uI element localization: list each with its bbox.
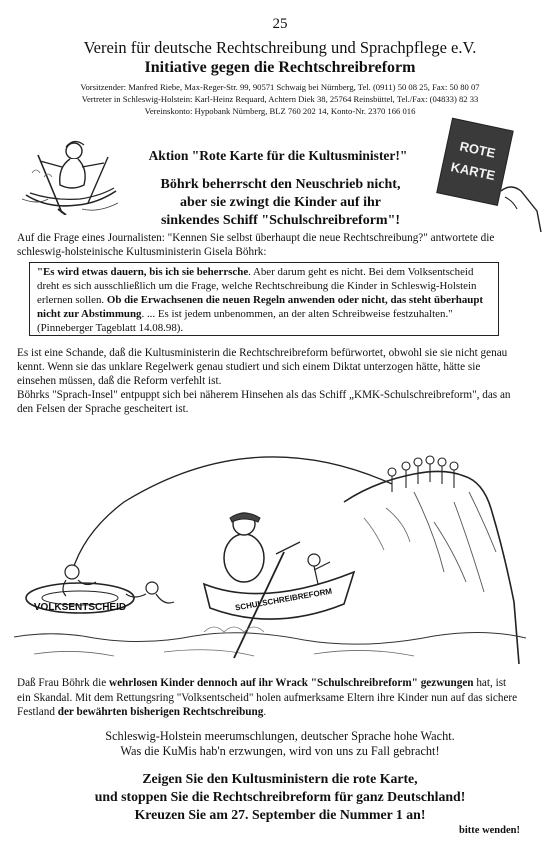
red-card-illustration: [425, 117, 543, 232]
people-on-cliff: [388, 456, 458, 492]
quote-text-2: . ... Es ist jedem unbenommen, an der alten Schreibweise festzuhalten." (Pinneberger Tageblatt 14.08.98).: [37, 308, 453, 334]
quote-bold-1: "Es wird etwas dauern, bis ich sie beherrsche: [37, 266, 249, 278]
closing-text-1: Daß Frau Böhrk die: [17, 677, 109, 689]
quote-bold-2: Ob die Erwachsenen die neuen Regeln anwenden oder nicht, das steht überhaupt nicht zur Abstimmung: [37, 294, 484, 320]
headline-line-3: sinkendes Schiff "Schulschreibreform"!: [160, 213, 401, 228]
call-to-action-1: Zeigen Sie den Kultusministern die rote Karte,: [142, 771, 418, 786]
organization-subtitle: Initiative gegen die Rechtschreibreform: [144, 59, 416, 76]
shipwreck-cartoon: [14, 432, 526, 664]
turn-over-note: bitte wenden!: [459, 825, 520, 836]
call-to-action-2: und stoppen Sie die Rechtschreibreform für ganz Deutschland!: [94, 789, 466, 804]
quote-box: [29, 262, 499, 336]
paragraph-language-island: Böhrks "Sprach-Insel" entpuppt sich bei näherem Hinsehen als das Schiff „KMK-Schulschreibreform", das an den Felsen der Sprache gescheitert ist.: [17, 389, 511, 415]
quote-text-1: . Aber darum geht es nicht. Bei dem Volksentscheid dreht es sich ausschließlich um die Frage, welche Rechtschreibung die Kinder in Schleswig-Holstein erlernen sollen.: [37, 266, 477, 306]
contact-representative: Vertreter in Schleswig-Holstein: Karl-Heinz Requard, Achtern Diek 38, 25764 Reinsbüttel, Tel./Fax: (04833) 82 33: [81, 94, 479, 104]
organization-name: Verein für deutsche Rechtschreibung und Sprachpflege e.V.: [83, 38, 477, 57]
motto-line-2: Was die KuMis hab'n erzwungen, wird von uns zu Fall gebracht!: [120, 744, 440, 758]
paragraph-shame: Es ist eine Schande, daß die Kultusministerin die Rechtschreibreform befürwortet, obwohl sie sie nicht genau kennt. Wenn sie das unklare Regelwerk genau studiert und sich einem Diktat unterzogen hätte, hätte sie einsehen müssen, daß die Reform verfehlt ist.: [17, 347, 508, 387]
life-ring-label: VOLKSENTSCHEID: [33, 602, 127, 613]
motto-line-1: Schleswig-Holstein meerumschlungen, deutscher Sprache hohe Wacht.: [105, 729, 455, 743]
closing-bold-2: der bewährten bisherigen Rechtschreibung: [57, 706, 264, 718]
closing-paragraph: [17, 676, 522, 720]
intro-paragraph: Auf die Frage eines Journalisten: "Kennen Sie selbst überhaupt die neue Rechtschreibung?" antwortete die schleswig-holsteinische Kultusministerin Gisela Böhrk:: [17, 232, 495, 258]
closing-bold-1: wehrlosen Kinder dennoch auf ihr Wrack "Schulschreibreform" gezwungen: [108, 677, 474, 689]
rower-illustration: [18, 133, 128, 215]
action-title: Aktion "Rote Karte für die Kultusminister!": [148, 148, 408, 163]
red-card-text-1: ROTE: [458, 138, 497, 161]
headline-line-1: Böhrk beherrscht den Neuschrieb nicht,: [160, 177, 401, 192]
closing-text-2: hat, ist ein Skandal. Mit dem Rettungsring "Volksentscheid" holen aufmerksame Eltern ihre Kinder nun auf das sichere Festland: [17, 677, 518, 718]
contact-bank-account: Vereinskonto: Hypobank Nürnberg, BLZ 760 202 14, Konto-Nr. 2370 166 016: [144, 106, 416, 116]
headline-line-2: aber sie zwingt die Kinder auf ihr: [180, 195, 381, 210]
page-number: 25: [272, 16, 288, 32]
closing-text-3: .: [263, 706, 267, 718]
red-card-text-2: KARTE: [449, 159, 497, 184]
contact-chairman: Vorsitzender: Manfred Riebe, Max-Reger-Str. 99, 90571 Schwaig bei Nürnberg, Tel. (0911) 50 08 25, Fax: 50 80 07: [80, 82, 480, 92]
boat-label: SCHULSCHREIBREFORM: [234, 586, 333, 613]
call-to-action-3: Kreuzen Sie am 27. September die Nummer 1 an!: [134, 807, 426, 822]
